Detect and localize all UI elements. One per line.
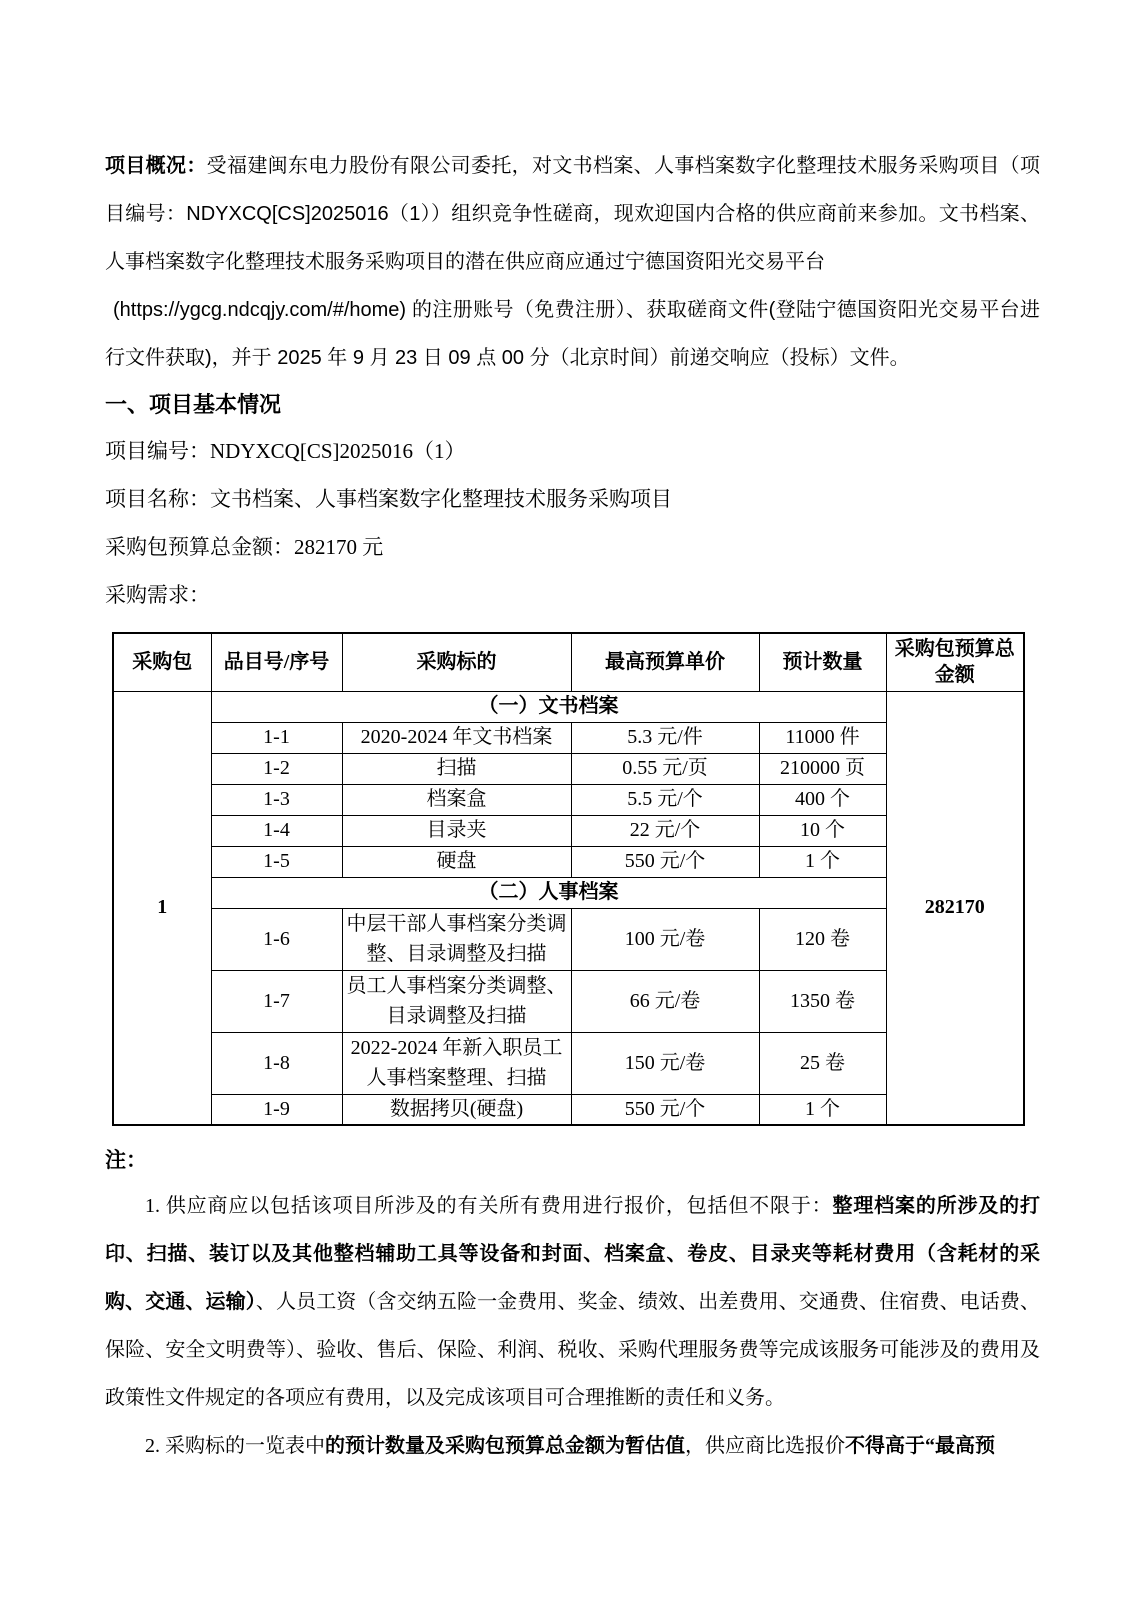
note-1-bold: 整理档案的所涉及的打印、扫描、装订以及其他整档辅助工具等设备和封面、档案盒、卷皮、目录夹等耗材费用（含耗材的采购、交通、运输） [105, 1195, 1041, 1313]
cell-unit-price: 550 元/个 [571, 846, 759, 877]
cell-unit-price: 5.3 元/件 [571, 722, 759, 753]
cell-package-no: 1 [113, 691, 211, 1125]
cell-item-no: 1-6 [211, 908, 342, 970]
note-2-lead: 2. 采购标的一览表中 [145, 1435, 325, 1457]
cell-item-no: 1-3 [211, 784, 342, 815]
cell-subject: 档案盒 [342, 784, 571, 815]
section-heading: 一、项目基本情况 [105, 392, 282, 417]
cell-item-no: 1-5 [211, 846, 342, 877]
header-quantity: 预计数量 [759, 633, 886, 691]
header-item-no: 品目号/序号 [211, 633, 342, 691]
cell-unit-price: 0.55 元/页 [571, 753, 759, 784]
cell-unit-price: 150 元/卷 [571, 1032, 759, 1094]
note-1-lead: 1. 供应商应以包括该项目所涉及的有关所有费用进行报价，包括但不限于： [145, 1195, 833, 1217]
note-1 [105, 1182, 1040, 1422]
header-package: 采购包 [113, 633, 211, 691]
cell-unit-price: 100 元/卷 [571, 908, 759, 970]
note-2-bold-1: 的预计数量及采购包预算总金额为暂估值 [325, 1435, 685, 1457]
cell-quantity: 1 个 [759, 846, 886, 877]
group-title-personnel: （二）人事档案 [211, 877, 886, 908]
cell-item-no: 1-9 [211, 1094, 342, 1125]
table-header-row [113, 633, 1024, 691]
cell-item-no: 1-4 [211, 815, 342, 846]
cell-subject: 硬盘 [342, 846, 571, 877]
note-2 [105, 1422, 1040, 1470]
project-overview-paragraph [105, 142, 1040, 382]
project-name-line: 项目名称：文书档案、人事档案数字化整理技术服务采购项目 [105, 487, 672, 511]
cell-quantity: 11000 件 [759, 722, 886, 753]
cell-unit-price: 66 元/卷 [571, 970, 759, 1032]
cell-quantity: 1 个 [759, 1094, 886, 1125]
cell-unit-price: 22 元/个 [571, 815, 759, 846]
procurement-table [112, 632, 1025, 1126]
cell-item-no: 1-8 [211, 1032, 342, 1094]
header-subject: 采购标的 [342, 633, 571, 691]
cell-quantity: 210000 页 [759, 753, 886, 784]
budget-total-line: 采购包预算总金额：282170 元 [105, 535, 384, 559]
header-max-unit-price: 最高预算单价 [571, 633, 759, 691]
cell-unit-price: 550 元/个 [571, 1094, 759, 1125]
cell-quantity: 1350 卷 [759, 970, 886, 1032]
cell-item-no: 1-7 [211, 970, 342, 1032]
header-package-budget: 采购包预算总金额 [886, 633, 1024, 691]
project-overview-url-line: (https://ygcg.ndcqjy.com/#/home) 的注册账号（免费注册）、获取磋商文件(登陆宁德国资阳光交易平台进行文件获取)，并于 2025 年 9 月 23 日 09 点 00 分（北京时间）前递交响应（投标）文件。 [105, 299, 1040, 369]
group-title-documents: （一）文书档案 [211, 691, 886, 722]
project-overview-text: 受福建闽东电力股份有限公司委托，对文书档案、人事档案数字化整理技术服务采购项目（项目编号：NDYXCQ[CS]2025016（1））组织竞争性磋商，现欢迎国内合格的供应商前来参加。文书档案、人事档案数字化整理技术服务采购项目的潜在供应商应通过宁德国资阳光交易平台 [105, 155, 1041, 273]
cell-item-no: 1-1 [211, 722, 342, 753]
notes-label: 注： [105, 1148, 147, 1172]
cell-package-total: 282170 [886, 691, 1024, 1125]
demand-label-line: 采购需求： [105, 583, 210, 607]
cell-quantity: 120 卷 [759, 908, 886, 970]
project-overview-label: 项目概况： [105, 155, 207, 177]
cell-unit-price: 5.5 元/个 [571, 784, 759, 815]
cell-subject: 2022-2024 年新入职员工人事档案整理、扫描 [342, 1032, 571, 1094]
note-1-tail: 、人员工资（含交纳五险一金费用、奖金、绩效、出差费用、交通费、住宿费、电话费、保险、安全文明费等）、验收、售后、保险、利润、税收、采购代理服务费等完成该服务可能涉及的费用及政策性文件规定的各项应有费用，以及完成该项目可合理推断的责任和义务。 [105, 1291, 1041, 1409]
cell-subject: 扫描 [342, 753, 571, 784]
cell-item-no: 1-2 [211, 753, 342, 784]
cell-subject: 2020-2024 年文书档案 [342, 722, 571, 753]
cell-quantity: 400 个 [759, 784, 886, 815]
cell-subject: 目录夹 [342, 815, 571, 846]
cell-quantity: 10 个 [759, 815, 886, 846]
note-2-bold-2: 不得高于“最高预 [845, 1435, 995, 1457]
cell-subject: 中层干部人事档案分类调整、目录调整及扫描 [342, 908, 571, 970]
project-number-line: 项目编号：NDYXCQ[CS]2025016（1） [105, 439, 466, 463]
group-row-documents [113, 691, 1024, 722]
note-2-mid: ，供应商比选报价 [685, 1435, 845, 1457]
cell-subject: 数据拷贝(硬盘) [342, 1094, 571, 1125]
cell-quantity: 25 卷 [759, 1032, 886, 1094]
cell-subject: 员工人事档案分类调整、目录调整及扫描 [342, 970, 571, 1032]
